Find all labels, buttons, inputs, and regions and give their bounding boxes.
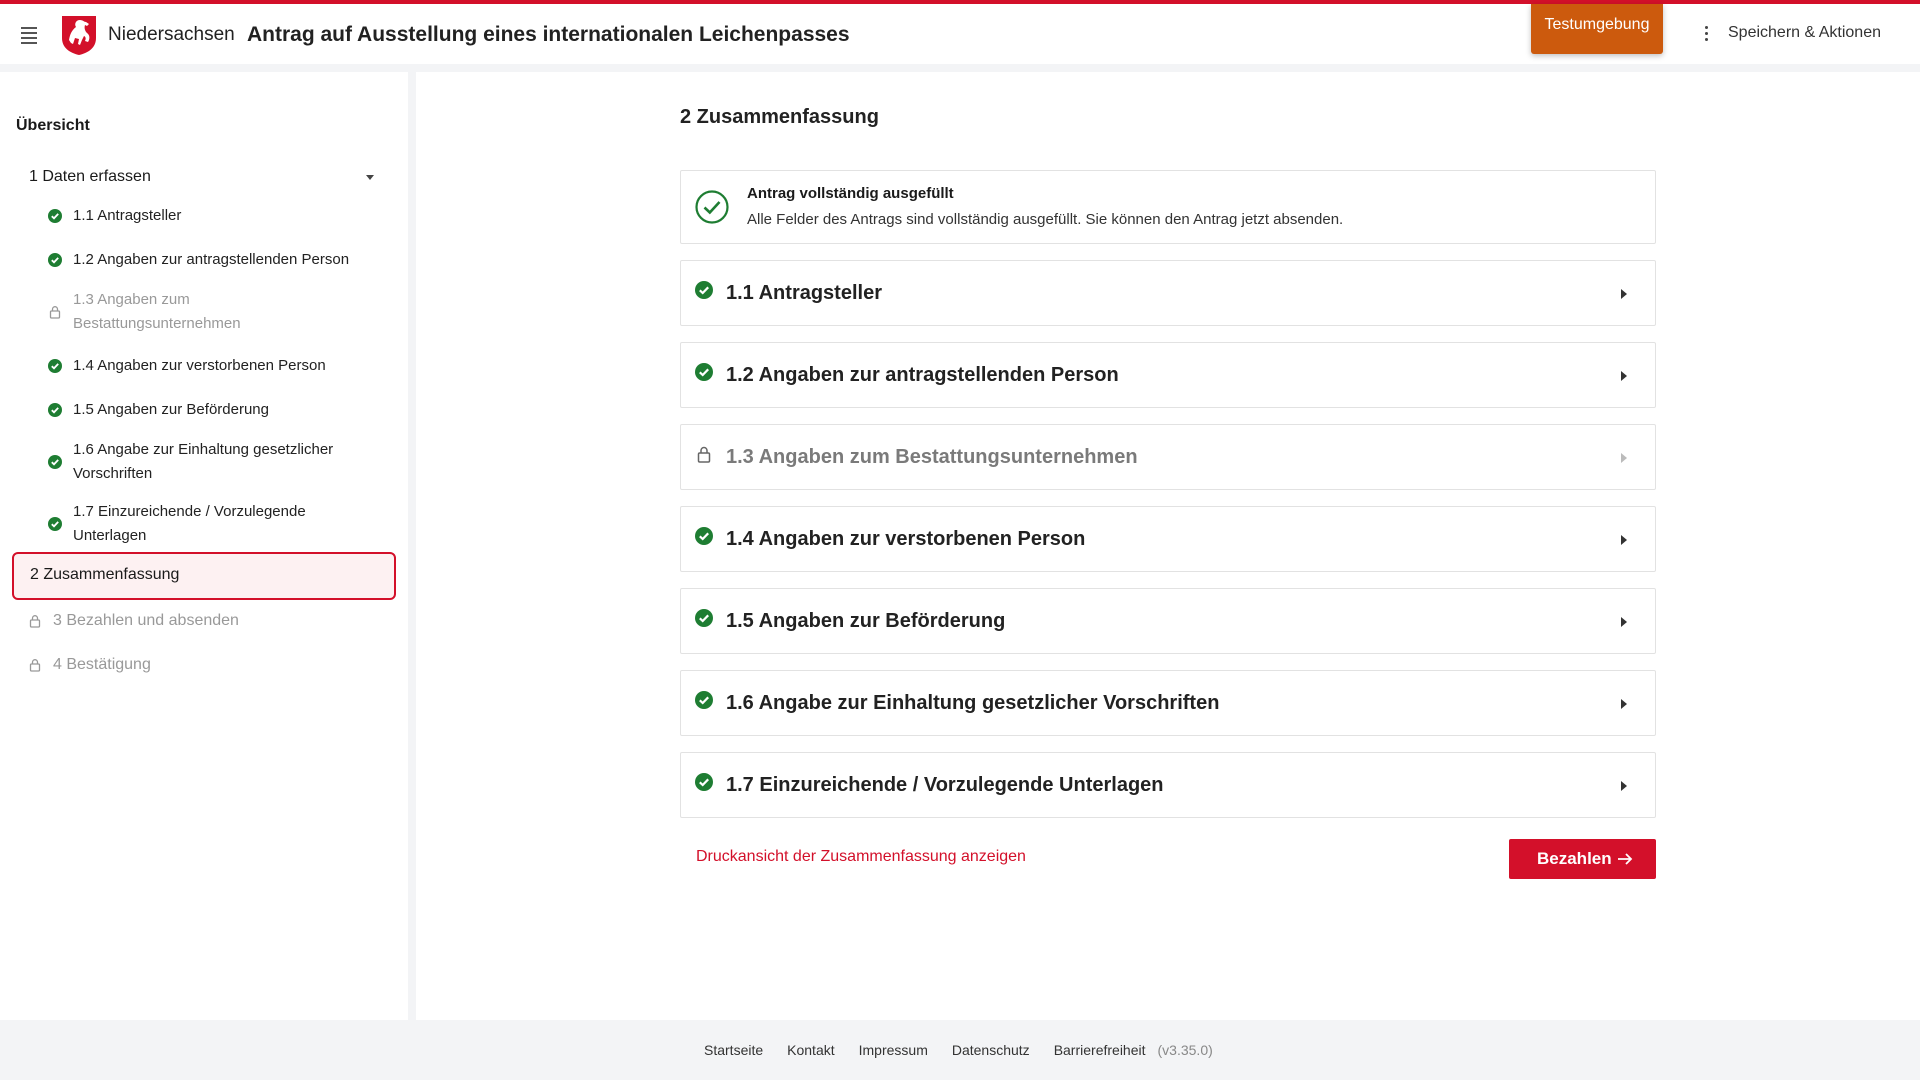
sidebar-item-1-6[interactable]	[48, 438, 378, 486]
sidebar-item-label: 1.4 Angaben zur verstorbenen Person	[73, 357, 326, 374]
nav-section-daten-erfassen[interactable]	[16, 158, 386, 198]
summary-card-1-4[interactable]	[680, 506, 1656, 572]
check-circle-icon	[48, 209, 62, 223]
check-circle-icon	[695, 609, 713, 627]
version-label: (v3.35.0)	[1157, 1042, 1213, 1058]
sidebar-step-bestaetigung	[28, 656, 151, 674]
lock-icon	[695, 445, 713, 463]
check-circle-icon	[48, 253, 62, 267]
sidebar-item-label: 1.2 Angaben zur antragstellenden Person	[73, 251, 350, 268]
chevron-right-icon	[1621, 289, 1627, 299]
check-circle-icon	[695, 691, 713, 709]
completion-notice	[680, 170, 1656, 244]
check-circle-icon	[695, 281, 713, 299]
summary-card-title: 1.6 Angabe zur Einhaltung gesetzlicher Vorschriften	[726, 692, 1220, 714]
summary-card-title: 1.7 Einzureichende / Vorzulegende Unterlagen	[726, 774, 1164, 796]
print-summary-link[interactable]: Druckansicht der Zusammenfassung anzeigen	[696, 848, 1026, 865]
overview-title: Übersicht	[16, 117, 90, 134]
footer-link-startseite[interactable]: Startseite	[704, 1042, 764, 1058]
check-circle-outline-icon	[695, 190, 729, 224]
summary-card-title: 1.5 Angaben zur Beförderung	[726, 610, 1006, 632]
sidebar-item-label: 1.3 Angaben zum Bestattungsunternehmen	[73, 291, 241, 332]
footer-link-datenschutz[interactable]: Datenschutz	[951, 1042, 1030, 1058]
lock-icon	[28, 658, 42, 672]
summary-card-title: 1.3 Angaben zum Bestattungsunternehmen	[726, 446, 1138, 468]
sidebar-step-bezahlen	[28, 612, 239, 630]
sidebar-item-zusammenfassung[interactable]: 2 Zusammenfassung	[12, 552, 396, 600]
check-circle-icon	[48, 517, 62, 531]
chevron-right-icon	[1621, 535, 1627, 545]
sidebar-item-1-7[interactable]	[48, 500, 348, 548]
check-circle-icon	[695, 363, 713, 381]
summary-card-1-2[interactable]	[680, 342, 1656, 408]
check-circle-icon	[695, 527, 713, 545]
chevron-right-icon	[1621, 781, 1627, 791]
summary-card-title: 1.4 Angaben zur verstorbenen Person	[726, 528, 1086, 550]
summary-card-title: 1.2 Angaben zur antragstellenden Person	[726, 364, 1119, 386]
sidebar-item-1-5[interactable]	[48, 398, 388, 422]
kebab-menu-icon[interactable]	[1700, 26, 1712, 46]
arrow-right-icon	[1617, 851, 1633, 867]
check-circle-icon	[48, 359, 62, 373]
application-title: Antrag auf Ausstellung eines internationalen Leichenpasses	[247, 23, 850, 46]
brand-name: Niedersachsen	[108, 24, 235, 45]
pay-button-label: Bezahlen	[1537, 849, 1612, 868]
check-circle-icon	[695, 773, 713, 791]
nav-section-label: 1 Daten erfassen	[29, 168, 151, 185]
summary-card-1-1[interactable]	[680, 260, 1656, 326]
save-actions-button[interactable]: Speichern & Aktionen	[1728, 24, 1881, 41]
summary-card-1-7[interactable]	[680, 752, 1656, 818]
sidebar-item-label: 1.6 Angabe zur Einhaltung gesetzlicher Vorschriften	[73, 441, 334, 482]
environment-badge: Testumgebung	[1531, 4, 1663, 54]
hamburger-icon[interactable]	[18, 24, 40, 44]
notice-title: Antrag vollständig ausgefüllt	[747, 185, 954, 202]
chevron-right-icon	[1621, 617, 1627, 627]
page-title: 2 Zusammenfassung	[680, 106, 879, 128]
check-circle-icon	[48, 403, 62, 417]
main-content	[416, 72, 1920, 1020]
chevron-right-icon	[1621, 453, 1627, 463]
chevron-right-icon	[1621, 371, 1627, 381]
sidebar-item-1-3	[48, 288, 348, 336]
sidebar-navigation	[0, 72, 408, 1020]
sidebar-item-1-2[interactable]	[48, 248, 388, 272]
summary-card-1-6[interactable]	[680, 670, 1656, 736]
app-header	[0, 4, 1920, 64]
pay-button[interactable]	[1509, 839, 1656, 879]
sidebar-item-1-1[interactable]	[48, 204, 388, 228]
page-footer	[0, 1020, 1920, 1080]
summary-card-title: 1.1 Antragsteller	[726, 282, 882, 304]
summary-card-1-5[interactable]	[680, 588, 1656, 654]
caret-down-icon	[366, 175, 374, 180]
notice-body: Alle Felder des Antrags sind vollständig ausgefüllt. Sie können den Antrag jetzt absenden.	[747, 211, 1344, 228]
sidebar-step-label: 4 Bestätigung	[53, 656, 151, 673]
chevron-right-icon	[1621, 699, 1627, 709]
lock-icon	[48, 305, 62, 319]
footer-link-impressum[interactable]: Impressum	[858, 1042, 928, 1058]
sidebar-item-1-4[interactable]	[48, 354, 388, 378]
lock-icon	[28, 614, 42, 628]
footer-link-barrierefreiheit[interactable]: Barrierefreiheit	[1053, 1042, 1146, 1058]
sidebar-item-label: 1.1 Antragsteller	[73, 207, 182, 224]
sidebar-item-label: 1.5 Angaben zur Beförderung	[73, 401, 269, 418]
niedersachsen-logo	[60, 14, 98, 56]
summary-card-1-3	[680, 424, 1656, 490]
footer-links	[704, 1042, 1213, 1058]
sidebar-step-label: 3 Bezahlen und absenden	[53, 612, 239, 629]
check-circle-icon	[48, 455, 62, 469]
footer-link-kontakt[interactable]: Kontakt	[787, 1042, 835, 1058]
sidebar-item-label: 1.7 Einzureichende / Vorzulegende Unterlagen	[73, 503, 306, 544]
